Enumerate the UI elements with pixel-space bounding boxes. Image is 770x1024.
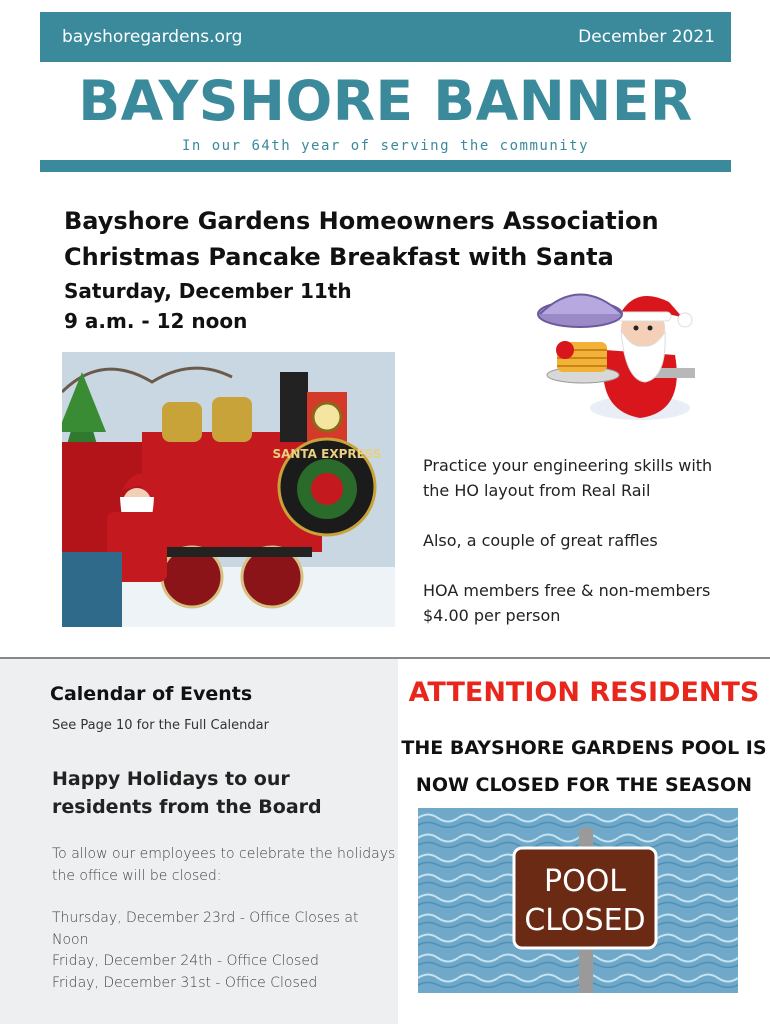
attention-heading: ATTENTION RESIDENTS bbox=[408, 677, 760, 708]
event-details bbox=[423, 453, 743, 653]
tagline: In our 64th year of serving the community bbox=[181, 138, 590, 154]
event-time: 9 a.m. - 12 noon bbox=[64, 309, 248, 333]
event-title-line2: Christmas Pancake Breakfast with Santa bbox=[64, 243, 614, 271]
detail-engineering: Practice your engineering skills with the HO layout from Real Rail bbox=[423, 456, 713, 500]
detail-pricing: HOA members free & non-members $4.00 per person bbox=[423, 581, 711, 625]
closure-item: Friday, December 24th - Office Closed bbox=[52, 953, 319, 969]
train-sign-text: SANTA EXPRESS bbox=[272, 447, 382, 461]
masthead-rule bbox=[40, 160, 731, 172]
pool-message-line1: THE BAYSHORE GARDENS POOL IS bbox=[401, 737, 767, 759]
event-title-line1: Bayshore Gardens Homeowners Association bbox=[64, 207, 659, 235]
event-title bbox=[64, 203, 664, 275]
sign-text-closed: CLOSED bbox=[524, 903, 646, 938]
closure-item: Friday, December 31st - Office Closed bbox=[52, 974, 318, 991]
santa-train-image bbox=[62, 352, 395, 627]
calendar-subtitle: See Page 10 for the Full Calendar bbox=[52, 718, 269, 733]
pool-closed-message bbox=[398, 730, 770, 804]
masthead-title: BAYSHORE BANNER bbox=[78, 69, 693, 133]
website-url[interactable]: bayshoregardens.org bbox=[62, 27, 243, 47]
event-date: Saturday, December 11th bbox=[64, 279, 352, 303]
header-bar bbox=[40, 12, 731, 62]
office-closures bbox=[52, 844, 397, 994]
sign-text-pool: POOL bbox=[543, 864, 627, 899]
pool-message-line2: NOW CLOSED FOR THE SEASON bbox=[415, 774, 753, 796]
issue-date: December 2021 bbox=[578, 27, 715, 47]
holiday-heading: Happy Holidays to our residents from the Board bbox=[52, 768, 322, 818]
detail-raffles: Also, a couple of great raffles bbox=[423, 531, 658, 550]
santa-pancakes-image bbox=[535, 280, 695, 425]
closure-item: Thursday, December 23rd - Office Closes at Noon bbox=[52, 910, 359, 948]
pool-closed-image bbox=[418, 808, 738, 993]
closure-intro: To allow our employees to celebrate the holidays the office will be closed: bbox=[52, 846, 396, 884]
calendar-title: Calendar of Events bbox=[50, 683, 253, 705]
event-datetime bbox=[64, 276, 352, 336]
